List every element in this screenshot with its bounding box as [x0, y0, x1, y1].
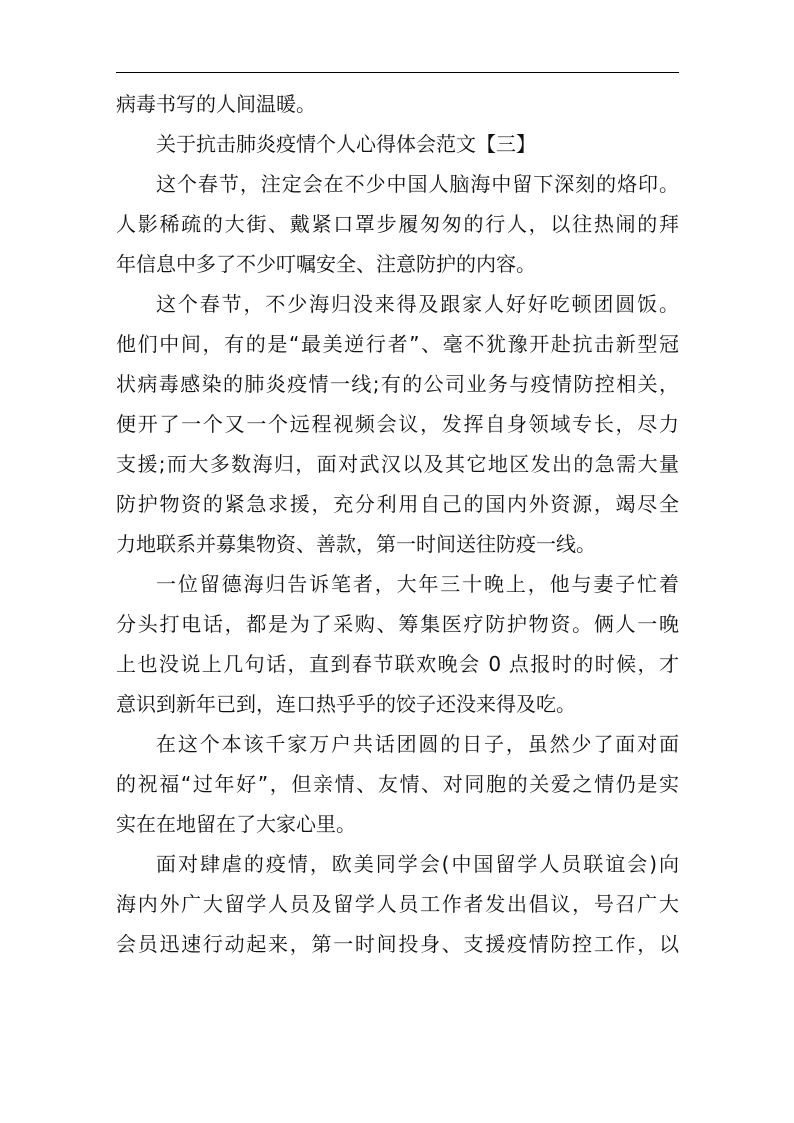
text-line: 人影稀疏的大街、戴紧口罩步履匆匆的行人，以往热闹的拜 [116, 212, 679, 236]
text-line: 他们中间，有的是“最美逆行者”、毫不犹豫开赴抗击新型冠 [116, 332, 679, 356]
text-line: 这个春节，不少海归没来得及跟家人好好吃顿团圆饭。 [156, 292, 679, 316]
text-line: 便开了一个又一个远程视频会议，发挥自身领域专长，尽力 [116, 412, 679, 436]
document-body [116, 84, 679, 964]
text-line: 的祝福“过年好”，但亲情、友情、对同胞的关爱之情仍是实 [116, 772, 679, 796]
text-line: 实在在地留在了大家心里。 [116, 812, 356, 836]
section-heading: 关于抗击肺炎疫情个人心得体会范文【三】 [156, 132, 536, 156]
text-line: 面对肆虐的疫情，欧美同学会(中国留学人员联谊会)向 [156, 852, 679, 876]
text-line: 会员迅速行动起来，第一时间投身、支援疫情防控工作，以 [116, 932, 679, 956]
text-line: 在这个本该千家万户共话团圆的日子，虽然少了面对面 [156, 732, 679, 756]
text-line: 支援;而大多数海归，面对武汉以及其它地区发出的急需大量 [116, 452, 679, 476]
text-line: 状病毒感染的肺炎疫情一线;有的公司业务与疫情防控相关， [116, 372, 679, 396]
text-line: 这个春节，注定会在不少中国人脑海中留下深刻的烙印。 [156, 172, 679, 196]
text-line: 上也没说上几句话，直到春节联欢晚会 0 点报时的时候，才 [116, 652, 679, 676]
text-line: 防护物资的紧急求援，充分利用自己的国内外资源，竭尽全 [116, 492, 679, 516]
text-line: 分头打电话，都是为了采购、筹集医疗防护物资。俩人一晚 [116, 612, 679, 636]
header-rule [116, 72, 679, 73]
text-line: 一位留德海归告诉笔者，大年三十晚上，他与妻子忙着 [156, 572, 679, 596]
text-line: 海内外广大留学人员及留学人员工作者发出倡议，号召广大 [116, 892, 679, 916]
text-line: 意识到新年已到，连口热乎乎的饺子还没来得及吃。 [116, 692, 576, 716]
text-line: 年信息中多了不少叮嘱安全、注意防护的内容。 [116, 252, 536, 276]
text-line: 力地联系并募集物资、善款，第一时间送往防疫一线。 [116, 532, 596, 556]
text-line: 病毒书写的人间温暖。 [116, 92, 316, 116]
